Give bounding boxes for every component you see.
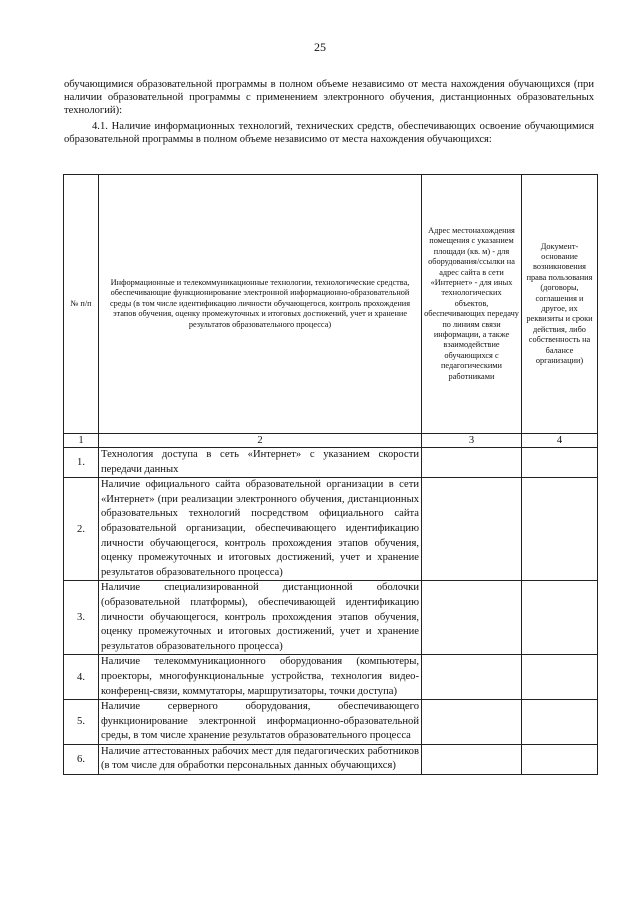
header-technologies: Информационные и телекоммуникационные технологии, технологические средства, обеспечивающие функционирование электронной информационно-образовательной среды (в том числе идентификацию личности обучающегося, контроль прохождения этапов обучения, оценку промежуточных и итоговых достижений, учет и хранение результатов образовательного процесса): [99, 175, 422, 434]
row-document-cell: [522, 478, 598, 581]
column-number-row: [64, 434, 598, 448]
row-number: 3.: [64, 581, 99, 655]
row-number: 2.: [64, 478, 99, 581]
header-number: № п/п: [64, 175, 99, 434]
row-address-cell: [422, 744, 522, 774]
row-description: Наличие аттестованных рабочих мест для педагогических работников (в том числе для обработки персональных данных обучающихся): [99, 744, 422, 774]
column-number: 1: [64, 434, 99, 448]
row-description: Наличие телекоммуникационного оборудования (компьютеры, проекторы, многофункциональные устройства, технология видео-конференц-связи, коммутаторы, маршрутизаторы, точки доступа): [99, 655, 422, 700]
row-description: Наличие специализированной дистанционной оболочки (образовательной платформы), обеспечивающей идентификацию личности обучающегося, контроль прохождения этапов обучения, оценку промежуточных и итоговых достижений, учет и хранение результатов образовательного процесса): [99, 581, 422, 655]
row-number: 4.: [64, 655, 99, 700]
row-address-cell: [422, 448, 522, 478]
row-description: Технология доступа в сеть «Интернет» с указанием скорости передачи данных: [99, 448, 422, 478]
column-number: 4: [522, 434, 598, 448]
row-number: 6.: [64, 744, 99, 774]
row-number: 5.: [64, 700, 99, 745]
table-row: [64, 478, 598, 581]
row-address-cell: [422, 700, 522, 745]
row-document-cell: [522, 448, 598, 478]
page-number: 25: [314, 40, 326, 54]
column-number: 2: [99, 434, 422, 448]
row-address-cell: [422, 478, 522, 581]
it-resources-table: [63, 174, 598, 775]
table-row: [64, 448, 598, 478]
header-address: Адрес местонахождения помещения с указанием площади (кв. м) - для оборудования/ссылки на адрес сайта в сети «Интернет» - для иных технологических объектов, обеспечивающих передачу по линиям связи информации, а также взаимодействие обучающихся с педагогическими работниками: [422, 175, 522, 434]
table-header-row: [64, 175, 598, 434]
row-description: Наличие серверного оборудования, обеспечивающего функционирование электронной информационно-образовательной среды, в том числе хранение результатов образовательного процесса: [99, 700, 422, 745]
row-document-cell: [522, 655, 598, 700]
intro-paragraph-1: обучающимися образовательной программы в полном объеме независимо от места нахождения обучающихся (при наличии образовательной программы с применением электронного обучения, дистанционных образовательных технологий):: [64, 79, 594, 117]
row-address-cell: [422, 655, 522, 700]
row-document-cell: [522, 581, 598, 655]
row-number: 1.: [64, 448, 99, 478]
header-document-basis: Документ-основание возникновения права пользования (договоры, соглашения и другое, их реквизиты и сроки действия, либо собственность на балансе организации): [522, 175, 598, 434]
row-address-cell: [422, 581, 522, 655]
row-description: Наличие официального сайта образовательной организации в сети «Интернет» (при реализации электронного обучения, дистанционных образовательных технологий посредством официального сайта образовательной организации, обеспечивающего идентификацию личности обучающегося, контроль прохождения этапов обучения, оценку промежуточных и итоговых достижений, учет и хранение результатов образовательного процесса): [99, 478, 422, 581]
intro-paragraph-2: 4.1. Наличие информационных технологий, технических средств, обеспечивающих освоение обучающимися образовательной программы в полном объеме независимо от места нахождения обучающихся:: [64, 121, 594, 146]
table-row: [64, 700, 598, 745]
column-number: 3: [422, 434, 522, 448]
table-row: [64, 581, 598, 655]
row-document-cell: [522, 700, 598, 745]
table-row: [64, 744, 598, 774]
section-4-1-paragraph: [64, 120, 594, 146]
intro-paragraph: [64, 78, 594, 118]
table-row: [64, 655, 598, 700]
row-document-cell: [522, 744, 598, 774]
